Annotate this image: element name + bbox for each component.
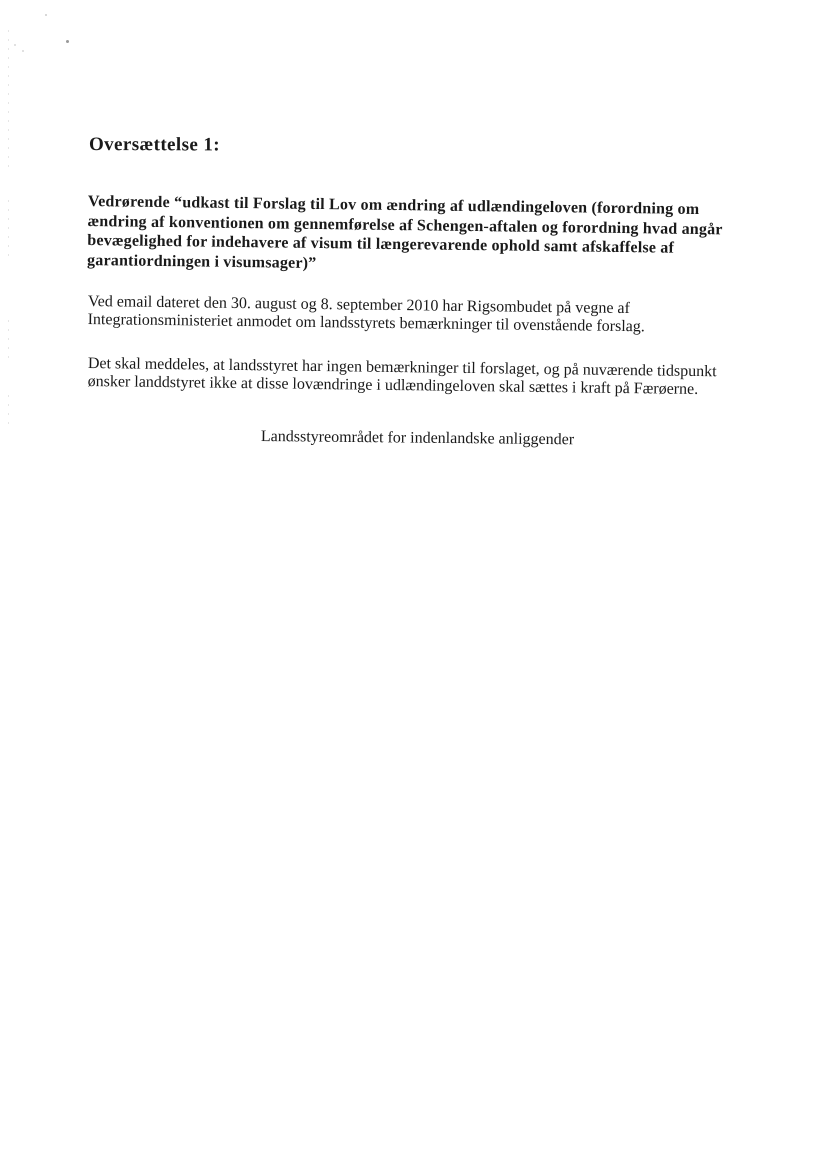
paragraph-line: ønsker landdstyret ikke at disse lovændringe i udlændingeloven skal sættes i kraft på Færøerne.: [87, 372, 699, 398]
subject-block: [87, 192, 748, 279]
scan-edge-artifact: [8, 30, 9, 170]
scan-speck: [45, 14, 47, 16]
paragraph-line: Det skal meddeles, at landsstyret har ingen bemærkninger til forslaget, og på nuværende tidspunkt: [87, 355, 717, 381]
scan-edge-artifact: [8, 395, 9, 425]
document-heading: Oversættelse 1:: [88, 134, 221, 156]
scan-speck: [14, 44, 16, 46]
scan-edge-artifact: [8, 200, 9, 260]
paragraph-response: [88, 355, 768, 400]
scan-edge-artifact: [8, 320, 9, 360]
subject-line: ændring af konventionen om gennemførelse af Schengen-aftalen og forordning hvad angår: [87, 212, 723, 238]
scan-speck: [66, 40, 69, 43]
subject-line: garantiordningen i visumsager)”: [86, 251, 317, 272]
scan-speck: [22, 50, 24, 52]
paragraph-email-request: [88, 293, 768, 338]
signature-department: Landsstyreområdet for indenlandske anliggender: [260, 428, 575, 449]
paragraph-line: Ved email dateret den 30. august og 8. september 2010 har Rigsombudet på vegne af: [87, 293, 631, 318]
paragraph-line: Integrationsministeriet anmodet om landsstyrets bemærkninger til ovenstående forslag.: [87, 310, 645, 336]
subject-line: bevægelighed for indehavere af visum til længerevarende ophold samt afskaffelse af: [87, 231, 675, 257]
subject-line: Vedrørende “udkast til Forslag til Lov om ændring af udlændingeloven (forordning om: [87, 192, 700, 219]
